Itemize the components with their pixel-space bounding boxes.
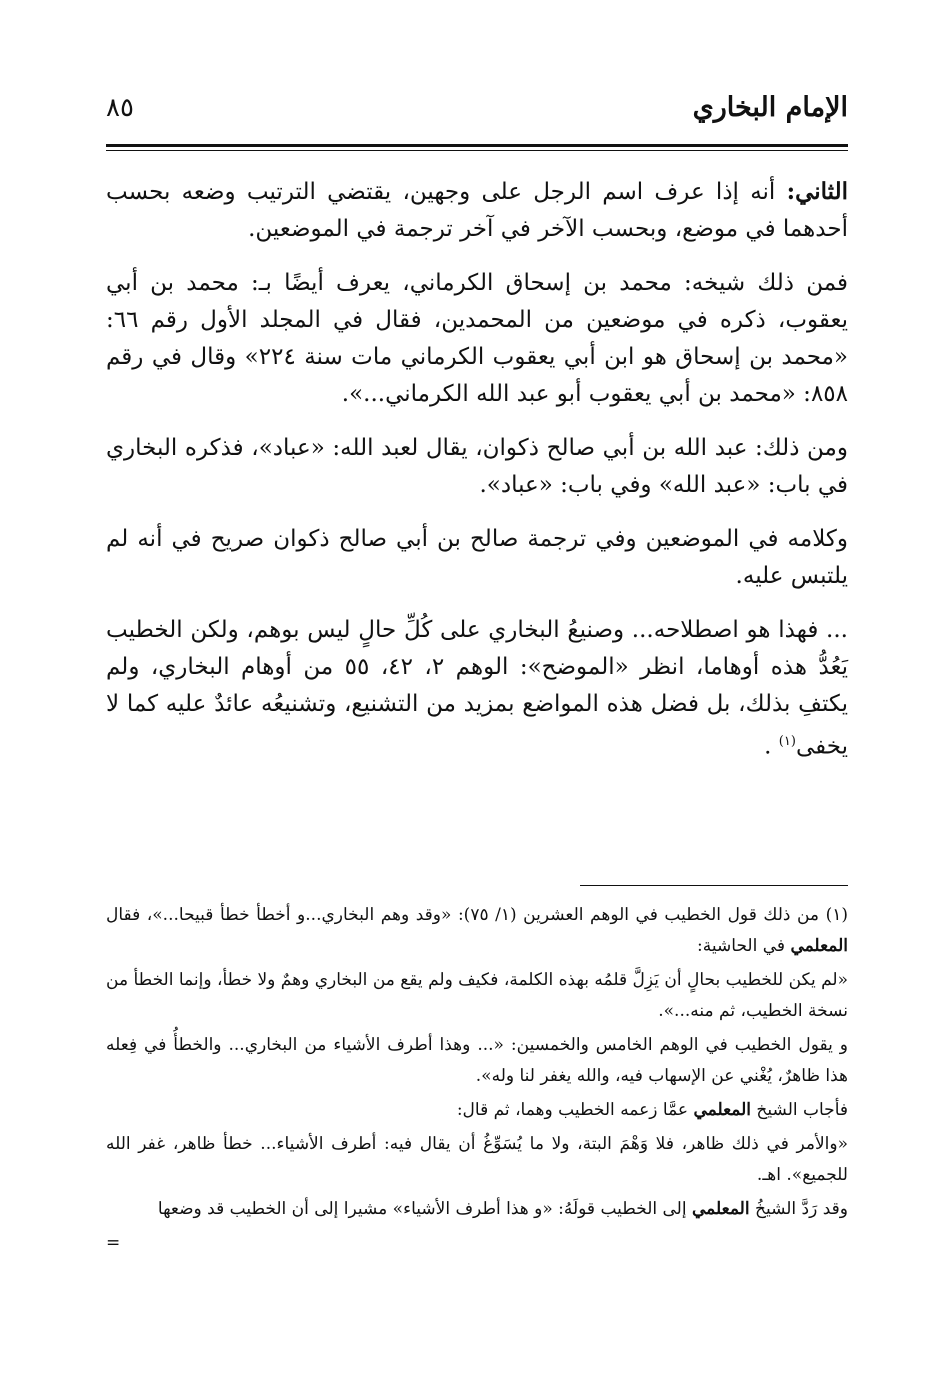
footnote-4-start: فأجاب الشيخ [751, 1100, 848, 1120]
paragraph-4: وكلامه في الموضعين وفي ترجمة صالح بن أبي صالح ذكوان صريح في أنه لم يلتبس عليه. [106, 526, 848, 589]
footnote-6-bold: المعلمي [692, 1199, 750, 1219]
footnote-para-6 [106, 1194, 848, 1225]
footnotes [106, 900, 848, 1259]
header-rule-thick [106, 144, 848, 147]
footnote-quote-2: «والأمر في ذلك ظاهر، فلا وَهْمَ البتة، ولا ما يُسَوِّغُ أن يقال فيه: أطرف الأشياء... خطأ ظاهر، غفر الله للجميع». اهـ. [106, 1134, 848, 1185]
main-text [106, 173, 848, 766]
footnote-6-end: إلى الخطيب قولَهُ: «و هذا أطرف الأشياء» مشيرا إلى أن الخطيب قد وضعها [157, 1199, 692, 1219]
paragraph-1-text: أنه إذا عرف اسم الرجل على وجهين، يقتضي الترتيب وضعه بحسب أحدهما في موضع، وبحسب الآخر في آخر ترجمة في الموضعين. [106, 179, 848, 242]
footnote-1 [106, 900, 848, 962]
footnote-4-end: عمَّا زعمه الخطيب وهما، ثم قال: [456, 1100, 694, 1120]
paragraph-5-end: . [764, 733, 779, 760]
footnote-1-text: (١) من ذلك قول الخطيب في الوهم العشرين (١/ ٧٥): «وقد وهم البخاري...و أخطأ خطأ قبيحا...»، فقال [106, 905, 848, 925]
continuation-mark: = [106, 1233, 121, 1253]
paragraph-3: ومن ذلك: عبد الله بن أبي صالح ذكوان، يقال لعبد الله: «عباد»، فذكره البخاري في باب: «عبد الله» وفي باب: «عباد». [106, 435, 848, 498]
footnote-para-3: و يقول الخطيب في الوهم الخامس والخمسين: «... وهذا أطرف الأشياء من البخاري... والخطأُ في فِعله هذا ظاهرٌ، يُغْني عن الإسهاب فيه، والله يغفر لنا وله». [106, 1035, 848, 1086]
paragraph-1 [106, 173, 848, 248]
footnote-6-start: وقد رَدَّ الشيخُ [749, 1199, 848, 1219]
header-rule-thin [106, 150, 848, 151]
paragraph-2: فمن ذلك شيخه: محمد بن إسحاق الكرماني، يعرف أيضًا بـ: محمد بن أبي يعقوب، ذكره في موضعين من المحمدين، فقال في المجلد الأول رقم ٦٦: «محمد بن إسحاق هو ابن أبي يعقوب الكرماني مات سنة ٢٢٤» وقال في رقم ٨٥٨: «محمد بن أبي يعقوب أبو عبد الله الكرماني...». [106, 270, 849, 407]
paragraph-5-text: ... فهذا هو اصطلاحه... وصنيعُ البخاري على كُلِّ حالٍ ليس بوهم، ولكن الخطيب يَعُدُّ هذه أوهاما، انظر «الموضح»: الوهم ٢، ٤٢، ٥٥ من أوهام البخاري، ولم يكتفِ بذلك، بل فضل هذه المواضع بمزيد من التشنيع، وتشنيعُه عائدٌ عليه كما لا يخفى [106, 617, 849, 760]
footnote-reference[interactable]: (١) [778, 734, 796, 749]
footnote-para-4 [106, 1095, 848, 1126]
footnote-4-bold: المعلمي [693, 1100, 752, 1120]
book-title: الإمام البخاري [692, 92, 848, 123]
paragraph-lead: الثاني: [786, 178, 848, 205]
footnote-1-bold: المعلمي [790, 936, 848, 956]
footnote-separator [580, 885, 848, 886]
footnote-quote-1: «لم يكن للخطيب بحالٍ أن يَزِلَّ قلمُه بهذه الكلمة، فكيف ولم يقع من البخاري وهمٌ ولا خطأ، وإنما الخطأ من نسخة الخطيب، ثم منه...». [106, 970, 848, 1021]
footnote-1-end: في الحاشية: [697, 936, 791, 956]
page-header [106, 92, 848, 136]
paragraph-5 [106, 612, 848, 766]
page-number: ٨٥ [106, 93, 134, 123]
